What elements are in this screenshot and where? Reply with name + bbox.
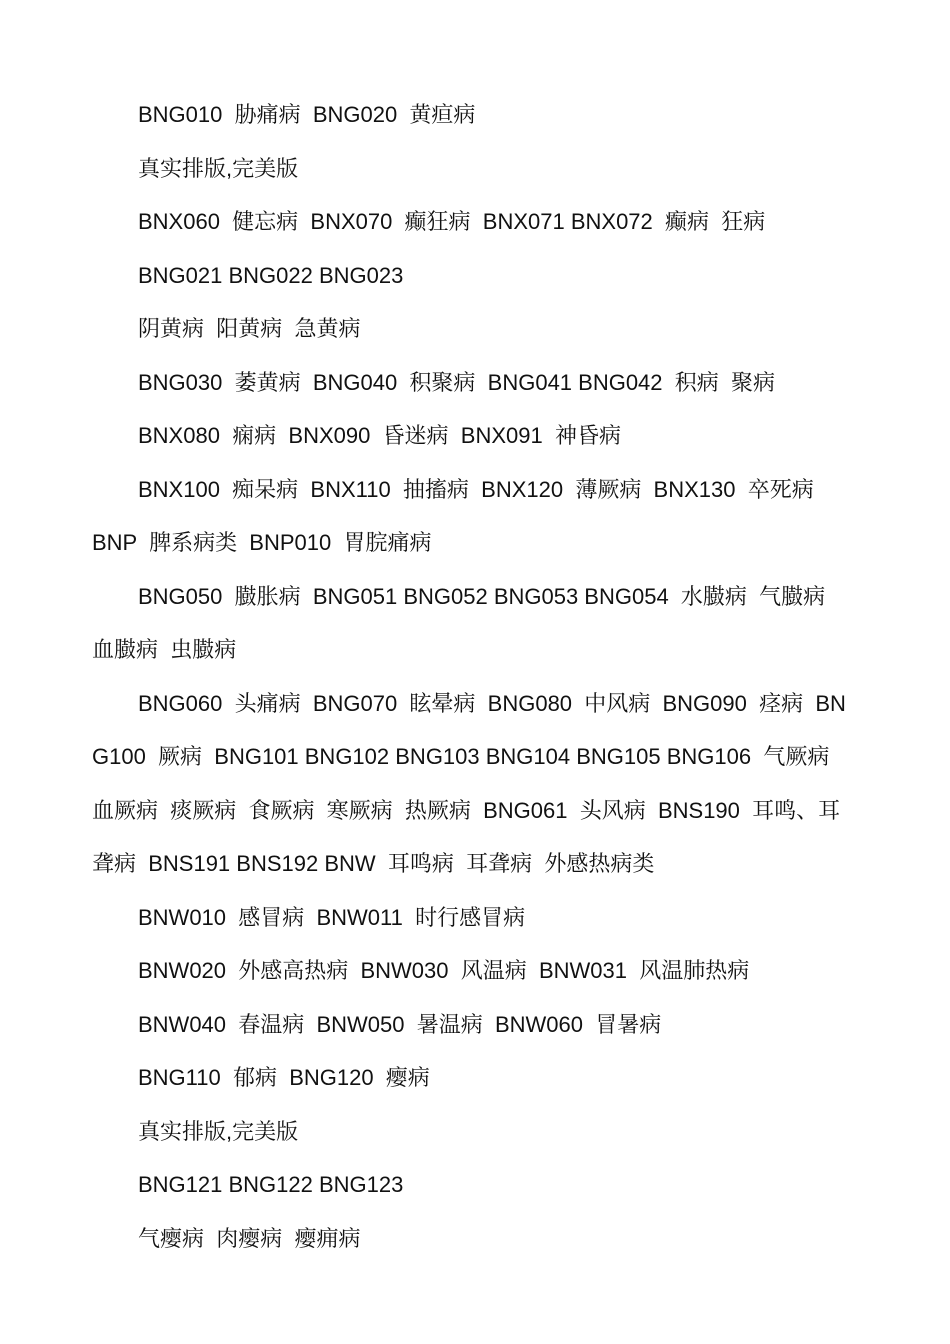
paragraph: 气瘿病 肉瘿病 瘿痈病 bbox=[138, 1225, 361, 1251]
paragraph: BNX080 痫病 BNX090 昏迷病 BNX091 神昏病 bbox=[138, 423, 621, 448]
paragraph: BNX060 健忘病 BNX070 癫狂病 BNX071 BNX072 癫病 狂病 bbox=[138, 209, 766, 234]
paragraph: BNP 脾系病类 BNP010 胃脘痛病 bbox=[92, 530, 432, 555]
paragraph: BNG121 BNG122 BNG123 bbox=[138, 1172, 404, 1197]
paragraph: BNW040 春温病 BNW050 暑温病 BNW060 冒暑病 bbox=[138, 1011, 662, 1037]
paragraph: BNW010 感冒病 BNW011 时行感冒病 bbox=[138, 904, 526, 930]
paragraph: BNW020 外感高热病 BNW030 风温病 BNW031 风温肺热病 bbox=[138, 958, 750, 983]
paragraph: 阴黄病 阳黄病 急黄病 bbox=[138, 316, 361, 341]
paragraph: BNX100 痴呆病 BNX110 抽搐病 BNX120 薄厥病 BNX130 卒死病 bbox=[138, 476, 814, 502]
paragraph: BNG010 胁痛病 BNG020 黄疸病 bbox=[138, 102, 476, 127]
paragraph: 真实排版,完美版 bbox=[138, 1118, 299, 1144]
paragraph: BNG110 郁病 BNG120 瘿病 bbox=[138, 1065, 430, 1090]
paragraph: 真实排版,完美版 bbox=[138, 155, 299, 181]
paragraph: BNG021 BNG022 BNG023 bbox=[138, 262, 404, 288]
document-body bbox=[92, 88, 852, 1265]
paragraph: BNG030 萎黄病 BNG040 积聚病 BNG041 BNG042 积病 聚病 bbox=[138, 369, 775, 395]
paragraph: BNG050 臌胀病 BNG051 BNG052 BNG053 BNG054 水臌病 气臌病 血臌病 虫臌病 bbox=[92, 583, 838, 662]
paragraph: BNG060 头痛病 BNG070 眩晕病 BNG080 中风病 BNG090 痉病 BNG100 厥病 BNG101 BNG102 BNG103 BNG104 BNG105 BNG106 气厥病 血厥病 痰厥病 食厥病 寒厥病 热厥病 BNG061 头风病 BNS190 耳鸣、耳聋病 BNS191 BNS192 BNW 耳鸣病 耳聋病 外感热病类 bbox=[92, 690, 846, 876]
